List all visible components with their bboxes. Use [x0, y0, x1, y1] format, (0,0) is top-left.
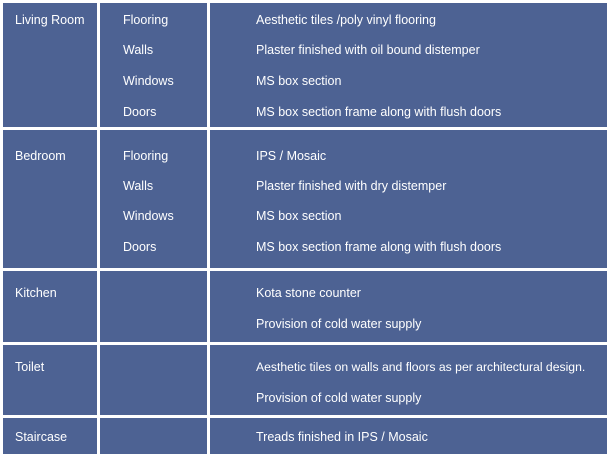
element-label: Walls	[123, 43, 154, 57]
spec-text: Plaster finished with dry distemper	[256, 179, 447, 193]
spec-text: Aesthetic tiles on walls and floors as per architectural design.	[256, 360, 586, 374]
element-cell	[100, 3, 207, 127]
spec-text: Treads finished in IPS / Mosaic	[256, 430, 428, 444]
spec-cell	[210, 271, 607, 342]
spec-text: MS box section frame along with flush doors	[256, 240, 502, 254]
spec-text: Kota stone counter	[256, 286, 361, 300]
spec-cell	[210, 418, 607, 454]
room-name-cell	[3, 271, 97, 342]
spec-cell	[210, 130, 607, 268]
room-block-kitchen	[3, 271, 607, 342]
room-name: Kitchen	[15, 286, 57, 300]
room-name: Living Room	[15, 13, 85, 27]
room-name: Staircase	[15, 430, 68, 444]
element-label: Flooring	[123, 149, 169, 163]
element-cell	[100, 271, 207, 342]
room-name-cell	[3, 345, 97, 415]
spec-cell	[210, 3, 607, 127]
room-block-toilet	[3, 345, 607, 415]
room-name: Toilet	[15, 360, 45, 374]
spec-text: MS box section frame along with flush doors	[256, 105, 502, 119]
spec-text: MS box section	[256, 74, 342, 88]
room-block-bedroom	[3, 130, 607, 268]
room-block-staircase	[3, 418, 607, 454]
element-label: Doors	[123, 240, 157, 254]
room-block-living-room	[3, 3, 607, 127]
element-label: Doors	[123, 105, 157, 119]
spec-text: IPS / Mosaic	[256, 149, 327, 163]
spec-text: Aesthetic tiles /poly vinyl flooring	[256, 13, 436, 27]
spec-text: MS box section	[256, 209, 342, 223]
room-name-cell	[3, 418, 97, 454]
element-label: Windows	[123, 209, 174, 223]
room-name-cell	[3, 130, 97, 268]
element-label: Windows	[123, 74, 174, 88]
element-label: Walls	[123, 179, 154, 193]
element-cell	[100, 418, 207, 454]
spec-text: Provision of cold water supply	[256, 317, 422, 331]
element-label: Flooring	[123, 13, 169, 27]
room-name: Bedroom	[15, 149, 66, 163]
element-cell	[100, 130, 207, 268]
spec-text: Provision of cold water supply	[256, 391, 422, 405]
room-name-cell	[3, 3, 97, 127]
spec-text: Plaster finished with oil bound distemper	[256, 43, 480, 57]
spec-cell	[210, 345, 607, 415]
element-cell	[100, 345, 207, 415]
